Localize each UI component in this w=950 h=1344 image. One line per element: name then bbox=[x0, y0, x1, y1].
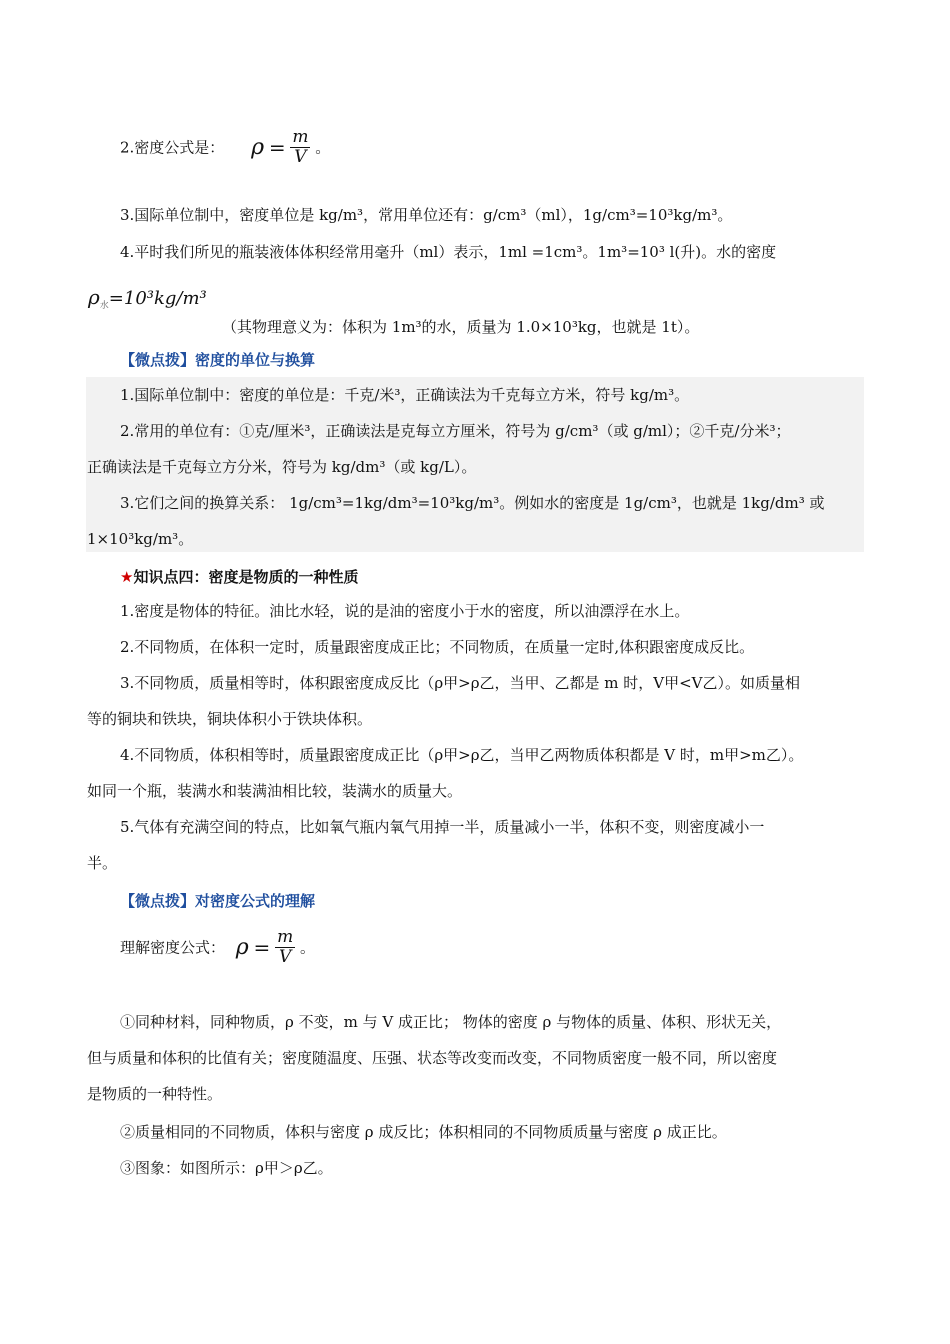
knowledge-point-title: 知识点四：密度是物质的一种性质 bbox=[133, 568, 359, 586]
fraction-denominator: V bbox=[294, 147, 307, 167]
tip1-line-3: 正确读法是千克每立方分米，符号为 kg/dm³（或 kg/L）。 bbox=[87, 458, 477, 476]
paragraph-physical-meaning: （其物理意义为：体积为 1m³的水，质量为 1.0×10³kg，也就是 1t）。 bbox=[222, 318, 700, 336]
equals-sign: = bbox=[268, 135, 286, 160]
formula-line bbox=[120, 128, 330, 167]
formula-period: 。 bbox=[315, 138, 331, 157]
knowledge-point-heading bbox=[120, 566, 358, 588]
density-fraction-2 bbox=[275, 928, 295, 967]
rho-water-symbol: ρ bbox=[88, 285, 100, 309]
fraction-denominator-2: V bbox=[278, 947, 292, 967]
paragraph-bottled-liquid: 4.平时我们所见的瓶装液体体积经常用毫升（ml）表示，1ml =1cm³。1m³=10³ l(升)。水的密度 bbox=[120, 243, 777, 261]
kp4-line-1: 1.密度是物体的特征。油比水轻，说的是油的密度小于水的密度，所以油漂浮在水上。 bbox=[120, 602, 690, 620]
kp4-line-5: 4.不同物质，体积相等时，质量跟密度成正比（ρ甲>ρ乙，当甲乙两物质体积都是 V 时，m甲>m乙）。 bbox=[120, 746, 804, 764]
rho-symbol-2: ρ bbox=[235, 934, 249, 960]
tip2-line-4: ②质量相同的不同物质，体积与密度 ρ 成反比；体积相同的不同物质质量与密度 ρ 成正比。 bbox=[120, 1123, 727, 1141]
kp4-line-2: 2.不同物质，在体积一定时，质量跟密度成正比；不同物质，在质量一定时,体积跟密度成反比。 bbox=[120, 638, 755, 656]
water-density-formula bbox=[88, 285, 207, 311]
tip1-line-4: 3.它们之间的换算关系： 1g/cm³=1kg/dm³=10³kg/m³。例如水的密度是 1g/cm³，也就是 1kg/dm³ 或 bbox=[120, 494, 825, 512]
equals-sign-2: = bbox=[253, 935, 271, 960]
density-fraction bbox=[290, 128, 310, 167]
water-density-value: =10³kg/m³ bbox=[108, 288, 207, 309]
rho-symbol: ρ bbox=[251, 134, 265, 160]
kp4-line-6: 如同一个瓶，装满水和装满油相比较，装满水的质量大。 bbox=[87, 782, 463, 800]
formula-line-2 bbox=[120, 928, 315, 967]
tip2-line-2: 但与质量和体积的比值有关；密度随温度、压强、状态等改变而改变，不同物质密度一般不同，所以密度 bbox=[87, 1049, 778, 1067]
formula-label: 2.密度公式是： bbox=[120, 138, 225, 157]
water-subscript: 水 bbox=[99, 301, 109, 311]
kp4-line-4: 等的铜块和铁块，铜块体积小于铁块体积。 bbox=[87, 710, 373, 728]
tip1-line-1: 1.国际单位制中：密度的单位是：千克/米³，正确读法为千克每立方米，符号 kg/m³。 bbox=[120, 386, 690, 404]
tip1-line-2: 2.常用的单位有：①克/厘米³，正确读法是克每立方厘米，符号为 g/cm³（或 g/ml）；②千克/分米³； bbox=[120, 422, 791, 440]
kp4-line-8: 半。 bbox=[87, 854, 118, 872]
fraction-numerator-2: m bbox=[277, 927, 294, 947]
tip1-line-5: 1×10³kg/m³。 bbox=[87, 530, 194, 548]
kp4-line-3: 3.不同物质，质量相等时，体积跟密度成反比（ρ甲>ρ乙，当甲、乙都是 m 时，V甲<V乙）。如质量相 bbox=[120, 674, 801, 692]
formula-label-2: 理解密度公式： bbox=[120, 938, 226, 957]
star-icon: ★ bbox=[120, 568, 134, 586]
kp4-line-7: 5.气体有充满空间的特点，比如氧气瓶内氧气用掉一半，质量减小一半，体积不变，则密度减小一 bbox=[120, 818, 765, 836]
tip-heading-units: 【微点拨】密度的单位与换算 bbox=[120, 351, 316, 369]
tip2-line-3: 是物质的一种特性。 bbox=[87, 1085, 223, 1103]
fraction-numerator: m bbox=[292, 127, 309, 147]
formula-period-2: 。 bbox=[299, 938, 315, 957]
paragraph-si-unit: 3.国际单位制中，密度单位是 kg/m³，常用单位还有：g/cm³（ml），1g/cm³=10³kg/m³。 bbox=[120, 206, 733, 224]
tip2-line-1: ①同种材料，同种物质，ρ 不变，m 与 V 成正比； 物体的密度 ρ 与物体的质量、体积、形状无关， bbox=[120, 1013, 782, 1031]
tip-heading-formula: 【微点拨】对密度公式的理解 bbox=[120, 892, 316, 910]
tip2-line-5: ③图象：如图所示：ρ甲＞ρ乙。 bbox=[120, 1159, 333, 1177]
